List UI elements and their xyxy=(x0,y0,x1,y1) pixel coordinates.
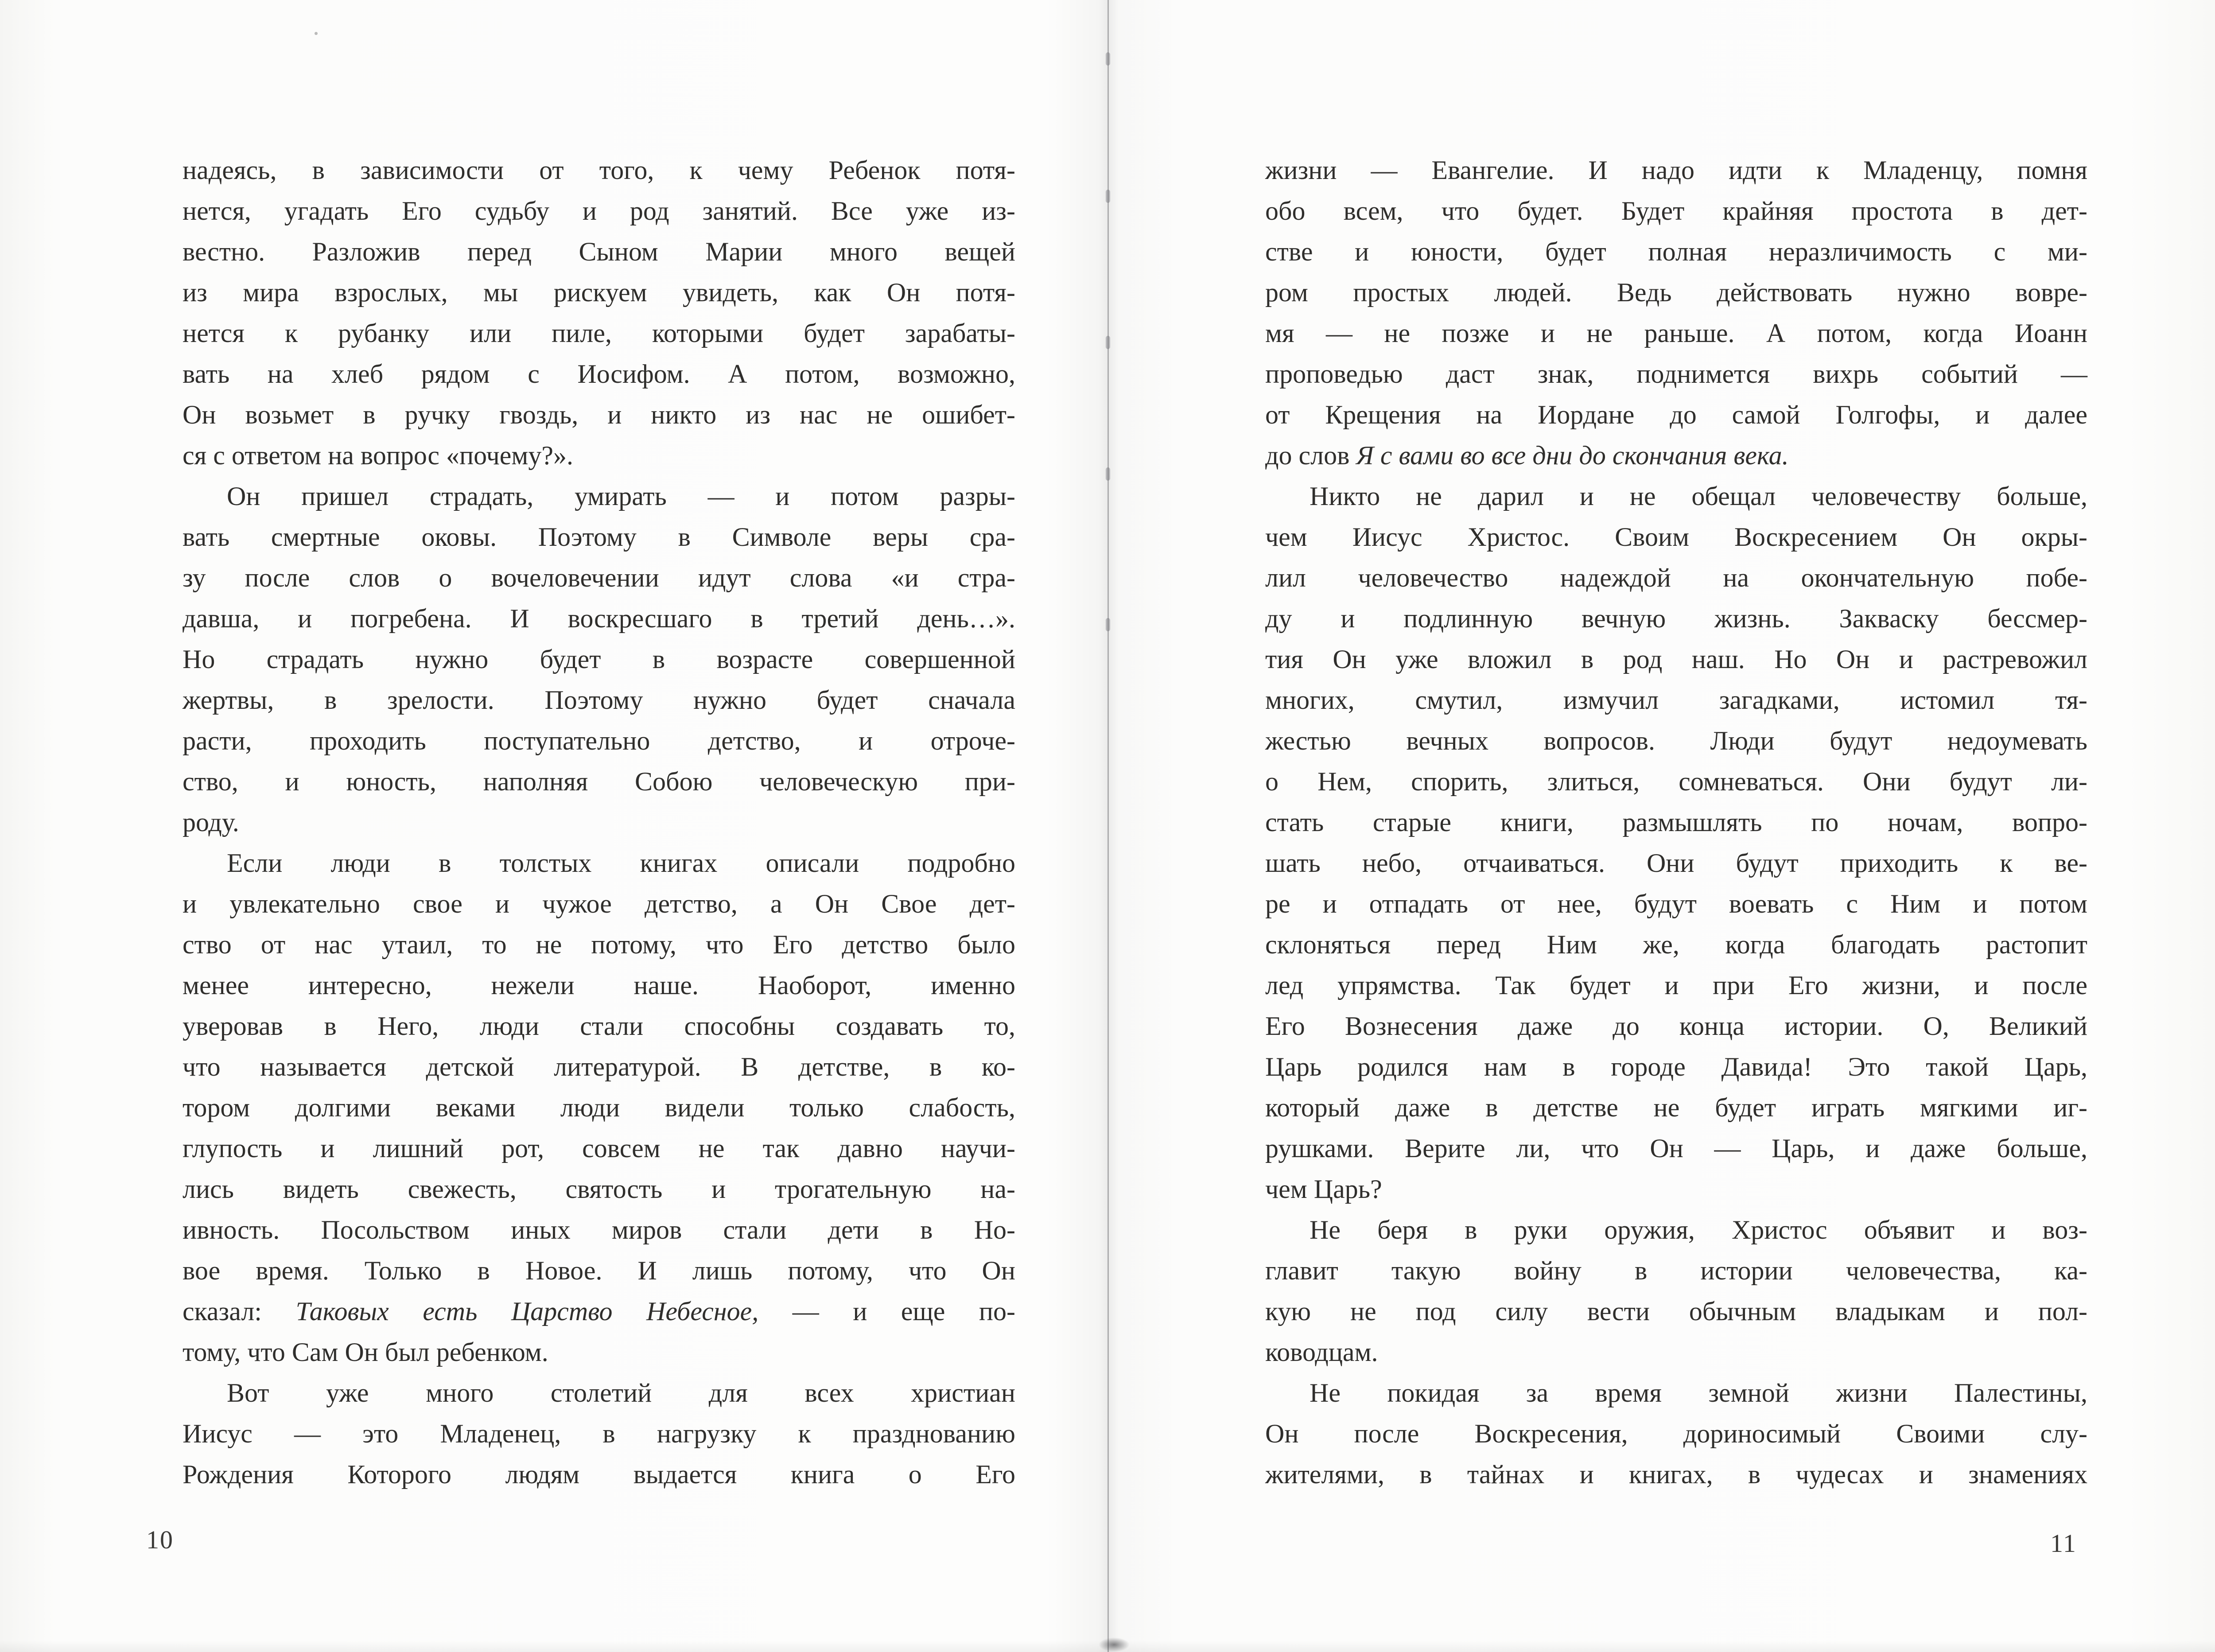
text-segment: ся с ответом на вопрос «почему?». xyxy=(183,441,574,470)
text-segment: Иисус — это Младенец, в нагрузку к празднованию xyxy=(183,1419,1015,1448)
text-segment: Если люди в толстых книгах описали подробно xyxy=(227,848,1015,878)
text-line xyxy=(183,639,1015,680)
text-segment: жертвы, в зрелости. Поэтому нужно будет сначала xyxy=(183,685,1015,715)
scripture-quote: Таковых есть Царство Небесное, xyxy=(295,1297,759,1326)
text-line xyxy=(183,1250,1015,1291)
text-segment: из мира взрослых, мы рискуем увидеть, как Он потя- xyxy=(183,278,1015,307)
gutter-seam-line xyxy=(1108,0,1109,1652)
text-line xyxy=(183,1128,1015,1169)
text-line xyxy=(1265,1372,2087,1413)
text-segment: Никто не дарил и не обещал человечеству больше, xyxy=(1310,482,2087,511)
text-line xyxy=(1265,965,2087,1006)
text-line xyxy=(1265,924,2087,965)
text-line xyxy=(1265,639,2087,680)
text-line xyxy=(1265,190,2087,231)
text-segment: надеясь, в зависимости от того, к чему Ребенок потя- xyxy=(183,155,1015,185)
text-segment: чем Царь? xyxy=(1265,1174,1382,1204)
text-segment: Не беря в руки оружия, Христос объявит и воз- xyxy=(1310,1215,2087,1244)
text-segment: Рождения Которого людям выдается книга о Его xyxy=(183,1460,1015,1489)
text-line xyxy=(183,1413,1015,1454)
bottom-edge-shadow xyxy=(0,1640,2215,1652)
binding-stitch xyxy=(1106,618,1110,631)
text-line xyxy=(183,354,1015,394)
text-line xyxy=(1265,761,2087,802)
scripture-quote: Я с вами во все дни до скончания века. xyxy=(1356,441,1789,470)
gutter-shadow xyxy=(1045,0,1178,1652)
text-segment: стве и юности, будет полная неразличимость с ми- xyxy=(1265,237,2087,266)
text-line xyxy=(1265,883,2087,924)
text-segment: Он возьмет в ручку гвоздь, и никто из нас не ошибет- xyxy=(183,400,1015,429)
text-segment: до слов xyxy=(1265,441,1356,470)
text-segment: Он пришел страдать, умирать — и потом разры- xyxy=(227,482,1015,511)
text-segment: Царь родился нам в городе Давида! Это такой Царь, xyxy=(1265,1052,2087,1081)
text-line xyxy=(1265,1250,2087,1291)
text-segment: Но страдать нужно будет в возрасте совершенной xyxy=(183,645,1015,674)
text-line xyxy=(183,1169,1015,1209)
text-segment: который даже в детстве не будет играть мягкими иг- xyxy=(1265,1093,2087,1122)
text-segment: Вот уже много столетий для всех христиан xyxy=(227,1378,1015,1407)
text-segment: ивность. Посольством иных миров стали дети в Но- xyxy=(183,1215,1015,1244)
text-segment: рушками. Верите ли, что Он — Царь, и даже больше, xyxy=(1265,1134,2087,1163)
text-segment: Не покидая за время земной жизни Палестины, xyxy=(1310,1378,2087,1407)
text-segment: вать смертные оковы. Поэтому в Символе веры сра- xyxy=(183,522,1015,552)
text-line xyxy=(1265,1413,2087,1454)
text-line xyxy=(183,476,1015,517)
text-line xyxy=(183,883,1015,924)
binding-stitch xyxy=(1106,467,1110,481)
text-segment: — и еще по- xyxy=(758,1297,1015,1326)
text-segment: нется к рубанку или пиле, которыми будет зарабаты- xyxy=(183,319,1015,348)
text-segment: Его Вознесения даже до конца истории. О, Великий xyxy=(1265,1011,2087,1041)
text-line xyxy=(1265,598,2087,639)
text-segment: обо всем, что будет. Будет крайняя простота в дет- xyxy=(1265,196,2087,225)
text-segment: ководцам. xyxy=(1265,1337,1378,1367)
text-segment: и увлекательно свое и чужое детство, а Он Свое дет- xyxy=(183,889,1015,918)
binding-stitch xyxy=(1106,52,1110,66)
text-line xyxy=(183,190,1015,231)
text-line xyxy=(183,394,1015,435)
text-segment: склоняться перед Ним же, когда благодать растопит xyxy=(1265,930,2087,959)
text-line xyxy=(183,720,1015,761)
text-line xyxy=(1265,272,2087,313)
text-line xyxy=(1265,720,2087,761)
text-line xyxy=(183,435,1015,476)
text-line xyxy=(1265,313,2087,354)
text-segment: тому, что Сам Он был ребенком. xyxy=(183,1337,548,1367)
text-segment: чем Иисус Христос. Своим Воскресением Он окры- xyxy=(1265,522,2087,552)
text-line xyxy=(183,1006,1015,1046)
text-segment: сказал: xyxy=(183,1297,296,1326)
text-line xyxy=(1265,1291,2087,1332)
page-number-left: 10 xyxy=(146,1525,174,1554)
text-line xyxy=(1265,435,2087,476)
text-line xyxy=(1265,354,2087,394)
text-line xyxy=(183,1291,1015,1332)
text-line xyxy=(183,802,1015,843)
text-segment: о Нем, спорить, злиться, сомневаться. Они будут ли- xyxy=(1265,767,2087,796)
text-line xyxy=(1265,1128,2087,1169)
text-segment: жителями, в тайнах и книгах, в чудесах и знамениях xyxy=(1265,1460,2087,1489)
text-line xyxy=(1265,1006,2087,1046)
text-line xyxy=(1265,1169,2087,1209)
text-segment: лись видеть свежесть, святость и трогательную на- xyxy=(183,1174,1015,1204)
text-segment: проповедью даст знак, поднимется вихрь событий — xyxy=(1265,359,2087,389)
text-segment: ство от нас утаил, то не потому, что Его детство было xyxy=(183,930,1015,959)
text-line xyxy=(183,313,1015,354)
text-segment: роду. xyxy=(183,808,239,837)
text-line xyxy=(1265,1209,2087,1250)
text-line xyxy=(1265,843,2087,883)
text-segment: жестью вечных вопросов. Люди будут недоумевать xyxy=(1265,726,2087,755)
text-line xyxy=(183,924,1015,965)
text-line xyxy=(183,150,1015,190)
text-segment: ство, и юность, наполняя Собою человеческую при- xyxy=(183,767,1015,796)
text-segment: что называется детской литературой. В детстве, в ко- xyxy=(183,1052,1015,1081)
text-line xyxy=(183,517,1015,557)
text-segment: тия Он уже вложил в род наш. Но Он и растревожил xyxy=(1265,645,2087,674)
text-line xyxy=(183,1372,1015,1413)
text-segment: ре и отпадать от нее, будут воевать с Ним и потом xyxy=(1265,889,2087,918)
text-segment: ду и подлинную вечную жизнь. Закваску бессмер- xyxy=(1265,604,2087,633)
text-segment: глупость и лишний рот, совсем не так давно научи- xyxy=(183,1134,1015,1163)
page-left-text xyxy=(183,150,1015,1495)
text-line xyxy=(183,1046,1015,1087)
text-segment: вестно. Разложив перед Сыном Марии много вещей xyxy=(183,237,1015,266)
text-line xyxy=(183,965,1015,1006)
text-line xyxy=(1265,802,2087,843)
text-segment: менее интересно, нежели наше. Наоборот, именно xyxy=(183,971,1015,1000)
binding-stitch xyxy=(1106,190,1110,203)
text-segment: жизни — Евангелие. И надо идти к Младенцу, помня xyxy=(1265,155,2087,185)
text-line xyxy=(1265,1046,2087,1087)
text-segment: вое время. Только в Новое. И лишь потому, что Он xyxy=(183,1256,1015,1285)
text-line xyxy=(183,598,1015,639)
text-line xyxy=(183,1332,1015,1372)
text-line xyxy=(183,557,1015,598)
text-segment: уверовав в Него, люди стали способны создавать то, xyxy=(183,1011,1015,1041)
text-line xyxy=(1265,680,2087,720)
text-line xyxy=(183,1087,1015,1128)
text-segment: Он после Воскресения, дориносимый Своими слу- xyxy=(1265,1419,2087,1448)
text-segment: кую не под силу вести обычным владыкам и пол- xyxy=(1265,1297,2087,1326)
text-line xyxy=(183,1454,1015,1495)
text-segment: главит такую войну в истории человечества, ка- xyxy=(1265,1256,2087,1285)
text-line xyxy=(183,1209,1015,1250)
text-line xyxy=(183,272,1015,313)
text-line xyxy=(1265,517,2087,557)
text-segment: давша, и погребена. И воскресшаго в третий день…». xyxy=(183,604,1015,633)
text-line xyxy=(1265,557,2087,598)
text-line xyxy=(183,761,1015,802)
text-line xyxy=(1265,1454,2087,1495)
text-segment: стать старые книги, размышлять по ночам, вопро- xyxy=(1265,808,2087,837)
text-segment: ром простых людей. Ведь действовать нужно вовре- xyxy=(1265,278,2087,307)
text-segment: шать небо, отчаиваться. Они будут приходить к ве- xyxy=(1265,848,2087,878)
text-line xyxy=(1265,150,2087,190)
text-segment: многих, смутил, измучил загадками, истомил тя- xyxy=(1265,685,2087,715)
text-line xyxy=(1265,231,2087,272)
page-number-right: 11 xyxy=(2050,1529,2077,1558)
text-segment: лил человечество надеждой на окончательную побе- xyxy=(1265,563,2087,592)
text-line xyxy=(1265,1332,2087,1372)
page-right-text xyxy=(1265,150,2087,1495)
text-line xyxy=(183,231,1015,272)
binding-stitch xyxy=(1106,336,1110,349)
text-line xyxy=(183,680,1015,720)
text-line xyxy=(1265,394,2087,435)
text-segment: тором долгими веками люди видели только слабость, xyxy=(183,1093,1015,1122)
text-line xyxy=(1265,1087,2087,1128)
scan-speck xyxy=(315,32,318,35)
text-segment: мя — не позже и не раньше. А потом, когда Иоанн xyxy=(1265,319,2087,348)
text-segment: лед упрямства. Так будет и при Его жизни, и после xyxy=(1265,971,2087,1000)
text-segment: расти, проходить поступательно детство, и отроче- xyxy=(183,726,1015,755)
text-segment: вать на хлеб рядом с Иосифом. А потом, возможно, xyxy=(183,359,1015,389)
text-segment: от Крещения на Иордане до самой Голгофы, и далее xyxy=(1265,400,2087,429)
text-line xyxy=(183,843,1015,883)
text-segment: зу после слов о вочеловечении идут слова «и стра- xyxy=(183,563,1015,592)
text-line xyxy=(1265,476,2087,517)
text-segment: нется, угадать Его судьбу и род занятий. Все уже из- xyxy=(183,196,1015,225)
